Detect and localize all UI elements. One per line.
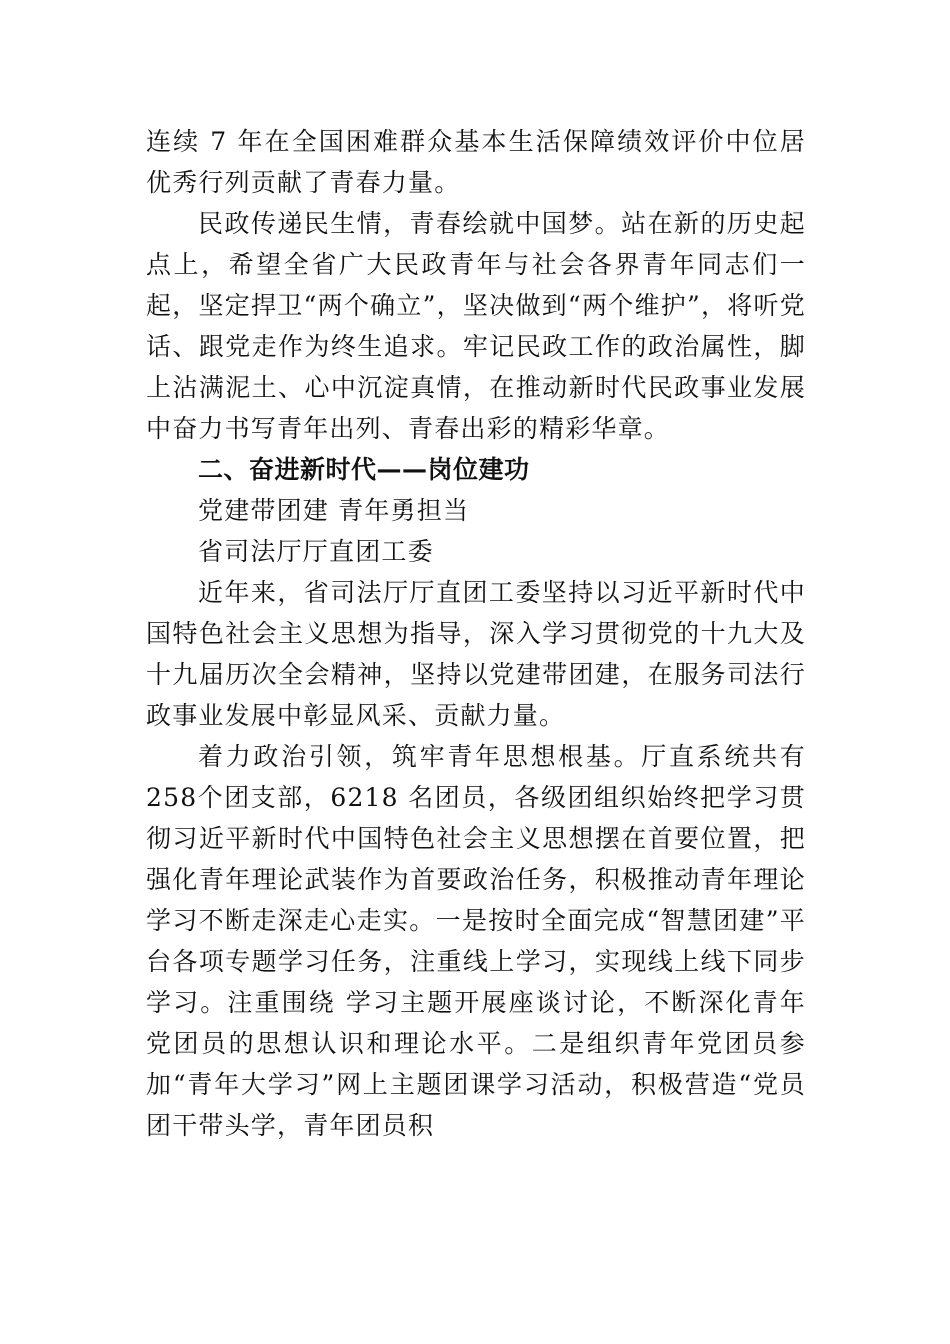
article-author: 省司法厅厅直团工委 [198, 537, 434, 566]
paragraph-continuation: 连续 7 年在全国困难群众基本生活保障绩效评价中位居优秀行列贡献了青春力量。 [146, 127, 806, 197]
article-title: 党建带团建 青年勇担当 [198, 496, 470, 525]
paragraph-civil-affairs-youth: 民政传递民生情，青春绘就中国梦。站在新的历史起点上，希望全省广大民政青年与社会各界青年同志们一起，坚定捍卫“两个确立”，坚决做到“两个维护”，将听党话、跟党走作为终生追求。牢记民政工作的政治属性，脚上沾满泥土、心中沉淀真情，在推动新时代民政事业发展中奋力书写青年出列、青春出彩的精彩华章。 [146, 209, 806, 443]
paragraph-intro: 近年来，省司法厅厅直团工委坚持以习近平新时代中国特色社会主义思想为指导，深入学习贯彻党的十九大及十九届历次全会精神，坚持以党建带团建，在服务司法行政事业发展中彰显风采、贡献力量。 [146, 578, 806, 730]
paragraph-political-guidance: 着力政治引领，筑牢青年思想根基。厅直系统共有 258个团支部，6218 名团员，各级团组织始终把学习贯彻习近平新时代中国特色社会主义思想摆在首要位置，把强化青年理论武装作为首要政治任务，积极推动青年理论学习不断走深走心走实。一是按时全面完成“智慧团建”平台各项专题学习任务，注重线上学习，实现线上线下同步学习。注重围绕 学习主题开展座谈讨论，不断深化青年党团员的思想认识和理论水平。二是组织青年党团员参加“青年大学习”网上主题团课学习活动，积极营造“党员团干带头学，青年团员积 [146, 742, 806, 1140]
section-heading: 二、奋进新时代——岗位建功 [198, 455, 530, 484]
document-body [146, 121, 806, 1146]
